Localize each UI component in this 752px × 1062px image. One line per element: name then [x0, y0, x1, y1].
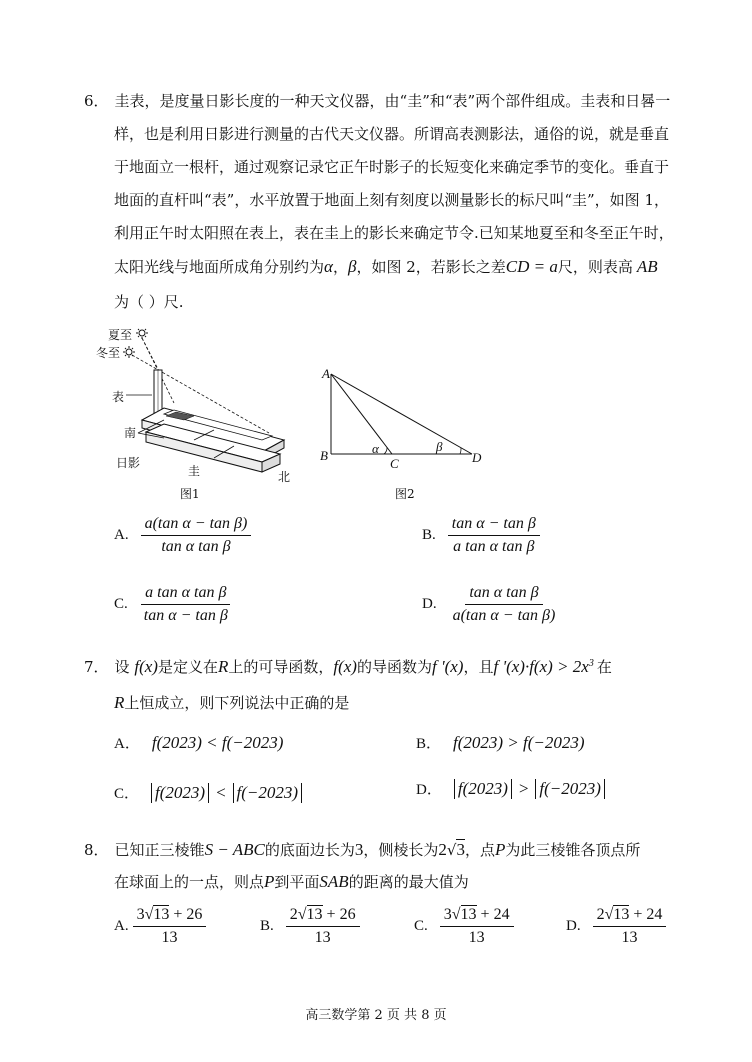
q7-number: 7．	[84, 658, 109, 676]
winter-sun-icon	[123, 346, 135, 358]
q6-line-3: 于地面立一根杆，通过观察记录它正午时影子的长短变化来确定季节的变化。垂直于	[114, 158, 670, 176]
q6-number: 6．	[84, 92, 109, 110]
q7-option-c[interactable]: C． f(2023) < f(−2023)	[114, 782, 302, 803]
fig1-label-biao: 表	[112, 390, 125, 404]
summer-sun-icon	[136, 328, 148, 339]
q6-option-b-fraction: $\frac{\text{tan α − tan β}}{\text{a tan α tan β}}$	[448, 515, 540, 556]
q7-option-a[interactable]: A． f(2023) < f(−2023)	[114, 732, 284, 752]
fig1-label-summer: 夏至	[108, 328, 133, 342]
q8-option-d[interactable]: D. $\frac{2√13 + 24}{13}$	[566, 906, 666, 947]
q8-line-2: 在球面上的一点，则点P到平面SAB的距离的最大值为	[114, 872, 469, 891]
q8-option-a-fraction: $\frac{3√13 + 26}{13}$	[133, 906, 207, 947]
q6-line-7: 为（ ）尺.	[114, 293, 184, 311]
fig2-label-alpha: α	[372, 441, 379, 456]
q8-option-c-fraction: $\frac{3√13 + 24}{13}$	[440, 906, 514, 947]
q6-line-2: 样，也是利用日影进行测量的古代天文仪器。所谓高表测影法，通俗的说，就是垂直	[114, 125, 670, 143]
fig1-label-gui: 圭	[188, 464, 201, 478]
q6-option-a-fraction: $\frac{\text{a(tan α − tan β)}}{\text{tan α tan β}}$	[141, 515, 252, 556]
q8-option-b[interactable]: B. $\frac{2√13 + 26}{13}$	[260, 906, 360, 947]
fig2-label-b: B	[320, 448, 328, 463]
q6-option-b[interactable]: B. $\frac{\text{tan α − tan β}}{\text{a tan α tan β}}$	[422, 515, 540, 556]
q8-number: 8．	[84, 841, 109, 859]
figure-2-triangle	[320, 366, 490, 476]
q7-line-2: R上恒成立，则下列说法中正确的是	[114, 693, 350, 712]
fig1-label-winter: 冬至	[96, 346, 121, 360]
q8-option-a[interactable]: A. $\frac{3√13 + 26}{13}$	[114, 906, 206, 947]
q6-line-4: 地面的直杆叫“表”，水平放置于地面上刻有刻度以测量影长的标尺叫“圭”，如图 1，	[114, 191, 669, 209]
q8-option-b-fraction: $\frac{2√13 + 26}{13}$	[286, 906, 360, 947]
q6-line-1: 6． 圭表，是度量日影长度的一种天文仪器，由“圭”和“表”两个部件组成。圭表和日晷一	[84, 92, 671, 110]
q6-option-a[interactable]: A. $\frac{\text{a(tan α − tan β)}}{\text{tan α tan β}}$	[114, 515, 251, 556]
q6-line-6: 太阳光线与地面所成角分别约为α，β，如图 2，若影长之差CD = a尺，则表高 AB	[114, 257, 658, 276]
fig1-label-south: 南	[124, 426, 137, 440]
fig2-label-a: A	[322, 366, 330, 381]
fig1-caption: 图1	[180, 487, 200, 501]
q6-option-d-fraction: $\frac{\text{tan α tan β}}{\text{a(tan α − tan β)}}$	[452, 584, 556, 624]
q7-line-1: 7． 设 f(x)是定义在R上的可导函数，f(x)的导函数为f '(x)，且f '$(x)\cdot f(x) > 2x^3$ 在	[84, 657, 612, 676]
q8-option-d-fraction: $\frac{2√13 + 24}{13}$	[593, 906, 667, 947]
q6-option-c-fraction: $\frac{\text{a tan α tan β}}{\text{tan α − tan β}}$	[140, 584, 232, 625]
q8-line-1: 8． 已知正三棱锥S − ABC的底面边长为3，侧棱长为2√3，点P为此三棱锥各顶点所	[84, 840, 641, 859]
fig1-label-north: 北	[278, 470, 291, 484]
q8-option-c[interactable]: C. $\frac{3√13 + 24}{13}$	[414, 906, 514, 947]
fig2-label-c: C	[390, 456, 399, 471]
q7-option-d[interactable]: D． f(2023) > f(−2023)	[416, 778, 605, 799]
page-footer: 高三数学第 2 页 共 8 页	[305, 1008, 447, 1023]
q6-option-d[interactable]: D. $\frac{\text{tan α tan β}}{\text{a(tan α − tan β)}}$	[422, 584, 559, 625]
q7-option-b[interactable]: B． f(2023) > f(−2023)	[416, 732, 585, 752]
fig1-label-shadow: 日影	[116, 456, 141, 470]
fig2-label-beta: β	[436, 439, 443, 454]
q6-line-5: 利用正午时太阳照在表上，表在圭上的影长来确定节令.已知某地夏至和冬至正午时，	[114, 224, 674, 242]
fig2-label-d: D	[472, 450, 482, 465]
fig2-caption: 图2	[395, 487, 415, 501]
q6-option-c[interactable]: C. $\frac{\text{a tan α tan β}}{\text{tan α − tan β}}$	[114, 584, 232, 625]
